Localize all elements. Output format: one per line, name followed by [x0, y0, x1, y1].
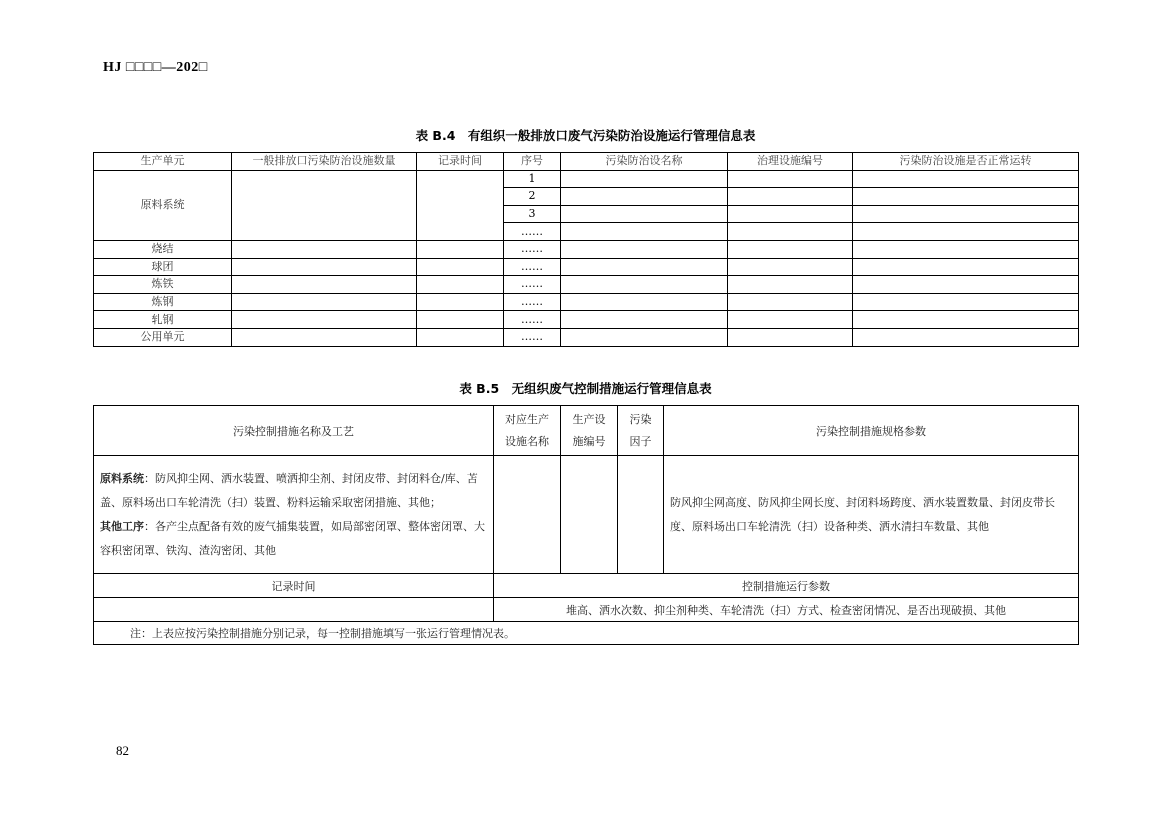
header-cell: 污染防治设名称 — [561, 153, 728, 171]
empty-cell — [232, 276, 417, 294]
empty-cell — [561, 456, 618, 574]
empty-cell — [561, 170, 728, 188]
seq-cell: …… — [504, 311, 561, 329]
seq-cell: …… — [504, 223, 561, 241]
header-cell: 污染控制措施规格参数 — [664, 406, 1079, 456]
unit-cell: 公用单元 — [94, 328, 232, 346]
record-time-label: 记录时间 — [94, 574, 494, 598]
seq-cell: …… — [504, 328, 561, 346]
empty-cell — [561, 276, 728, 294]
empty-cell — [94, 598, 494, 622]
table-note: 注：上表应按污染控制措施分别记录，每一控制措施填写一张运行管理情况表。 — [94, 622, 1079, 645]
empty-cell — [561, 205, 728, 223]
table-header-row — [94, 153, 1079, 171]
table-row — [94, 574, 1079, 598]
empty-cell — [232, 258, 417, 276]
empty-cell — [728, 293, 853, 311]
seq-cell: …… — [504, 276, 561, 294]
empty-cell — [561, 311, 728, 329]
unit-cell: 炼铁 — [94, 276, 232, 294]
header-cell: 生产设 施编号 — [561, 406, 618, 456]
empty-cell — [561, 293, 728, 311]
unit-cell: 轧钢 — [94, 311, 232, 329]
empty-cell — [417, 170, 504, 240]
page-number: 82 — [116, 743, 129, 758]
unit-cell: 炼钢 — [94, 293, 232, 311]
empty-cell — [561, 188, 728, 206]
empty-cell — [561, 258, 728, 276]
empty-cell — [618, 456, 664, 574]
unit-cell: 原料系统 — [94, 170, 232, 240]
measure-description: 原料系统：防风抑尘网、洒水装置、喷洒抑尘剂、封闭皮带、封闭料仓/库、苫盖、原料场出口车轮清洗（扫）装置、粉料运输采取密闭措施、其他； 其他工序：各产尘点配备有效的废气捕集装置，如局部密闭罩、整体密闭罩、大容积密闭罩、铁沟、渣沟密闭、其他 — [94, 456, 494, 574]
empty-cell — [853, 311, 1079, 329]
header-cell: 污染防治设施是否正常运转 — [853, 153, 1079, 171]
empty-cell — [232, 311, 417, 329]
table-b5 — [93, 405, 1079, 645]
table-row — [94, 240, 1079, 258]
table-row — [94, 328, 1079, 346]
table-row — [94, 622, 1079, 645]
empty-cell — [417, 293, 504, 311]
empty-cell — [853, 240, 1079, 258]
table-row — [94, 276, 1079, 294]
empty-cell — [853, 188, 1079, 206]
empty-cell — [728, 240, 853, 258]
empty-cell — [728, 170, 853, 188]
empty-cell — [853, 258, 1079, 276]
table-row — [94, 456, 1079, 574]
header-cell: 治理设施编号 — [728, 153, 853, 171]
spec-params-cell: 防风抑尘网高度、防风抑尘网长度、封闭料场跨度、洒水装置数量、封闭皮带长度、原料场出口车轮清洗（扫）设备种类、洒水清扫车数量、其他 — [664, 456, 1079, 574]
empty-cell — [728, 223, 853, 241]
empty-cell — [417, 240, 504, 258]
run-params-label: 控制措施运行参数 — [494, 574, 1079, 598]
empty-cell — [232, 293, 417, 311]
table-row — [94, 598, 1079, 622]
empty-cell — [417, 276, 504, 294]
seq-cell: 2 — [504, 188, 561, 206]
empty-cell — [728, 276, 853, 294]
empty-cell — [853, 223, 1079, 241]
header-cell: 对应生产 设施名称 — [494, 406, 561, 456]
empty-cell — [853, 205, 1079, 223]
table-row — [94, 170, 1079, 188]
empty-cell — [728, 205, 853, 223]
empty-cell — [853, 293, 1079, 311]
header-cell: 序号 — [504, 153, 561, 171]
empty-cell — [417, 328, 504, 346]
standard-code-header: HJ □□□□—202□ — [103, 60, 208, 75]
table-row — [94, 258, 1079, 276]
empty-cell — [232, 170, 417, 240]
empty-cell — [561, 240, 728, 258]
empty-cell — [417, 258, 504, 276]
seq-cell: 3 — [504, 205, 561, 223]
empty-cell — [728, 258, 853, 276]
table-row — [94, 293, 1079, 311]
empty-cell — [853, 276, 1079, 294]
header-cell: 记录时间 — [417, 153, 504, 171]
empty-cell — [561, 328, 728, 346]
empty-cell — [853, 328, 1079, 346]
run-params-text: 堆高、洒水次数、抑尘剂种类、车轮清洗（扫）方式、检查密闭情况、是否出现破损、其他 — [494, 598, 1079, 622]
empty-cell — [728, 188, 853, 206]
unit-cell: 烧结 — [94, 240, 232, 258]
header-cell: 生产单元 — [94, 153, 232, 171]
empty-cell — [561, 223, 728, 241]
header-cell: 污染 因子 — [618, 406, 664, 456]
table-b4 — [93, 152, 1079, 347]
unit-cell: 球团 — [94, 258, 232, 276]
empty-cell — [494, 456, 561, 574]
empty-cell — [417, 311, 504, 329]
table-header-row — [94, 406, 1079, 456]
seq-cell: …… — [504, 240, 561, 258]
seq-cell: …… — [504, 293, 561, 311]
seq-cell: …… — [504, 258, 561, 276]
table-b4-caption: 表 B.4 有组织一般排放口废气污染防治设施运行管理信息表 — [415, 128, 756, 143]
empty-cell — [232, 240, 417, 258]
empty-cell — [232, 328, 417, 346]
table-b5-caption: 表 B.5 无组织废气控制措施运行管理信息表 — [459, 381, 712, 396]
table-row — [94, 311, 1079, 329]
header-cell: 污染控制措施名称及工艺 — [94, 406, 494, 456]
header-cell: 一般排放口污染防治设施数量 — [232, 153, 417, 171]
empty-cell — [728, 328, 853, 346]
empty-cell — [728, 311, 853, 329]
seq-cell: 1 — [504, 170, 561, 188]
empty-cell — [853, 170, 1079, 188]
